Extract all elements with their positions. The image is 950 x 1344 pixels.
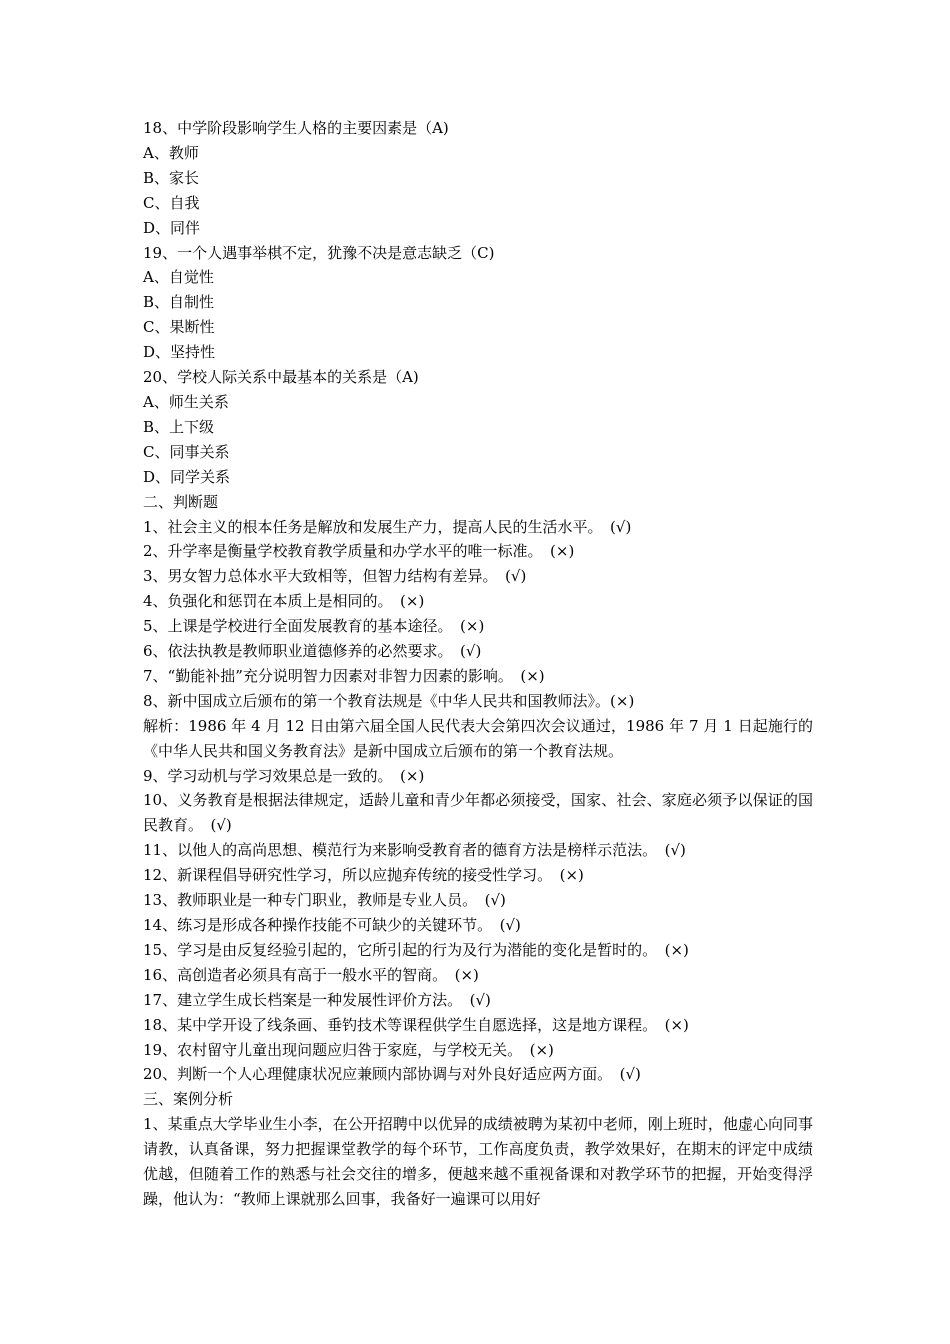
judgment-item-6: 6、依法执教是教师职业道德修养的必然要求。 (√) <box>143 642 482 661</box>
judgment-item-13: 13、教师职业是一种专门职业，教师是专业人员。 (√) <box>143 891 506 910</box>
judgment-item-4: 4、负强化和惩罚在本质上是相同的。 (×) <box>143 592 425 611</box>
judgment-item-2: 2、升学率是衡量学校教育教学质量和办学水平的唯一标准。 (×) <box>143 542 575 561</box>
judgment-item-19: 19、农村留守儿童出现问题应归咎于家庭，与学校无关。 (×) <box>143 1040 554 1059</box>
judgment-item-20: 20、判断一个人心理健康状况应兼顾内部协调与对外良好适应两方面。 (√) <box>143 1065 641 1084</box>
option-b: B、自制性 <box>143 293 215 312</box>
option-a: A、师生关系 <box>143 392 229 411</box>
option-b: B、上下级 <box>143 417 215 436</box>
option-a: A、自觉性 <box>143 268 214 287</box>
judgment-item-3: 3、男女智力总体水平大致相等，但智力结构有差异。 (√) <box>143 567 527 586</box>
option-d: D、坚持性 <box>143 343 216 362</box>
judgment-item-8: 8、新中国成立后颁布的第一个教育法规是《中华人民共和国教师法》。(×) <box>143 691 635 710</box>
judgment-item-15: 15、学习是由反复经验引起的，它所引起的行为及行为潜能的变化是暂时的。 (×) <box>143 940 689 959</box>
analysis-paragraph: 解析：1986 年 4 月 12 日由第六届全国人民代表大会第四次会议通过，1986 年 7 月 1 日起施行的《中华人民共和国义务教育法》是新中国成立后颁布的第一个教育法规。 <box>143 716 813 760</box>
question-20-stem: 20、学校人际关系中最基本的关系是（A) <box>143 368 419 387</box>
judgment-item-12: 12、新课程倡导研究性学习，所以应抛弃传统的接受性学习。 (×) <box>143 866 584 885</box>
question-18-stem: 18、中学阶段影响学生人格的主要因素是（A) <box>143 119 449 137</box>
judgment-item-14: 14、练习是形成各种操作技能不可缺少的关键环节。 (√) <box>143 916 521 934</box>
judgment-item-9: 9、学习动机与学习效果总是一致的。 (×) <box>143 766 425 785</box>
option-c: C、同事关系 <box>143 442 230 461</box>
document-page <box>143 116 813 1212</box>
judgment-item-5: 5、上课是学校进行全面发展教育的基本途径。 (×) <box>143 617 485 636</box>
case-study-paragraph: 1、某重点大学毕业生小李，在公开招聘中以优异的成绩被聘为某初中老师，刚上班时，他虚心向同事请教，认真备课，努力把握课堂教学的每个环节，工作高度负责，教学效果好，在期末的评定中成绩优越，但随着工作的熟悉与社会交往的增多，便越来越不重视备课和对教学环节的把握，开始变得浮躁，他认为：“教师上课就那么回事，我备好一遍课可以用好 <box>143 1115 813 1208</box>
question-19-stem: 19、一个人遇事举棋不定，犹豫不决是意志缺乏（C) <box>143 243 495 262</box>
judgment-item-16: 16、高创造者必须具有高于一般水平的智商。 (×) <box>143 965 479 984</box>
section-heading-case-analysis: 三、案例分析 <box>143 1090 234 1109</box>
judgment-item-7: 7、“勤能补拙”充分说明智力因素对非智力因素的影响。 (×) <box>143 666 545 685</box>
judgment-item-10: 10、义务教育是根据法律规定，适龄儿童和青少年都必须接受，国家、社会、家庭必须予以保证的国民教育。 (√) <box>143 791 813 835</box>
judgment-item-18: 18、某中学开设了线条画、垂钓技术等课程供学生自愿选择，这是地方课程。 (×) <box>143 1015 689 1034</box>
option-c: C、果断性 <box>143 318 215 337</box>
section-heading-true-false: 二、判断题 <box>143 492 219 511</box>
option-d: D、同伴 <box>143 218 201 237</box>
judgment-item-11: 11、以他人的高尚思想、模范行为来影响受教育者的德育方法是榜样示范法。 (√) <box>143 841 686 860</box>
judgment-item-17: 17、建立学生成长档案是一种发展性评价方法。 (√) <box>143 990 491 1009</box>
option-d: D、同学关系 <box>143 467 231 486</box>
option-c: C、自我 <box>143 193 200 212</box>
option-a: A、教师 <box>143 143 199 162</box>
judgment-item-1: 1、社会主义的根本任务是解放和发展生产力，提高人民的生活水平。 (√) <box>143 517 632 536</box>
option-b: B、家长 <box>143 168 200 187</box>
